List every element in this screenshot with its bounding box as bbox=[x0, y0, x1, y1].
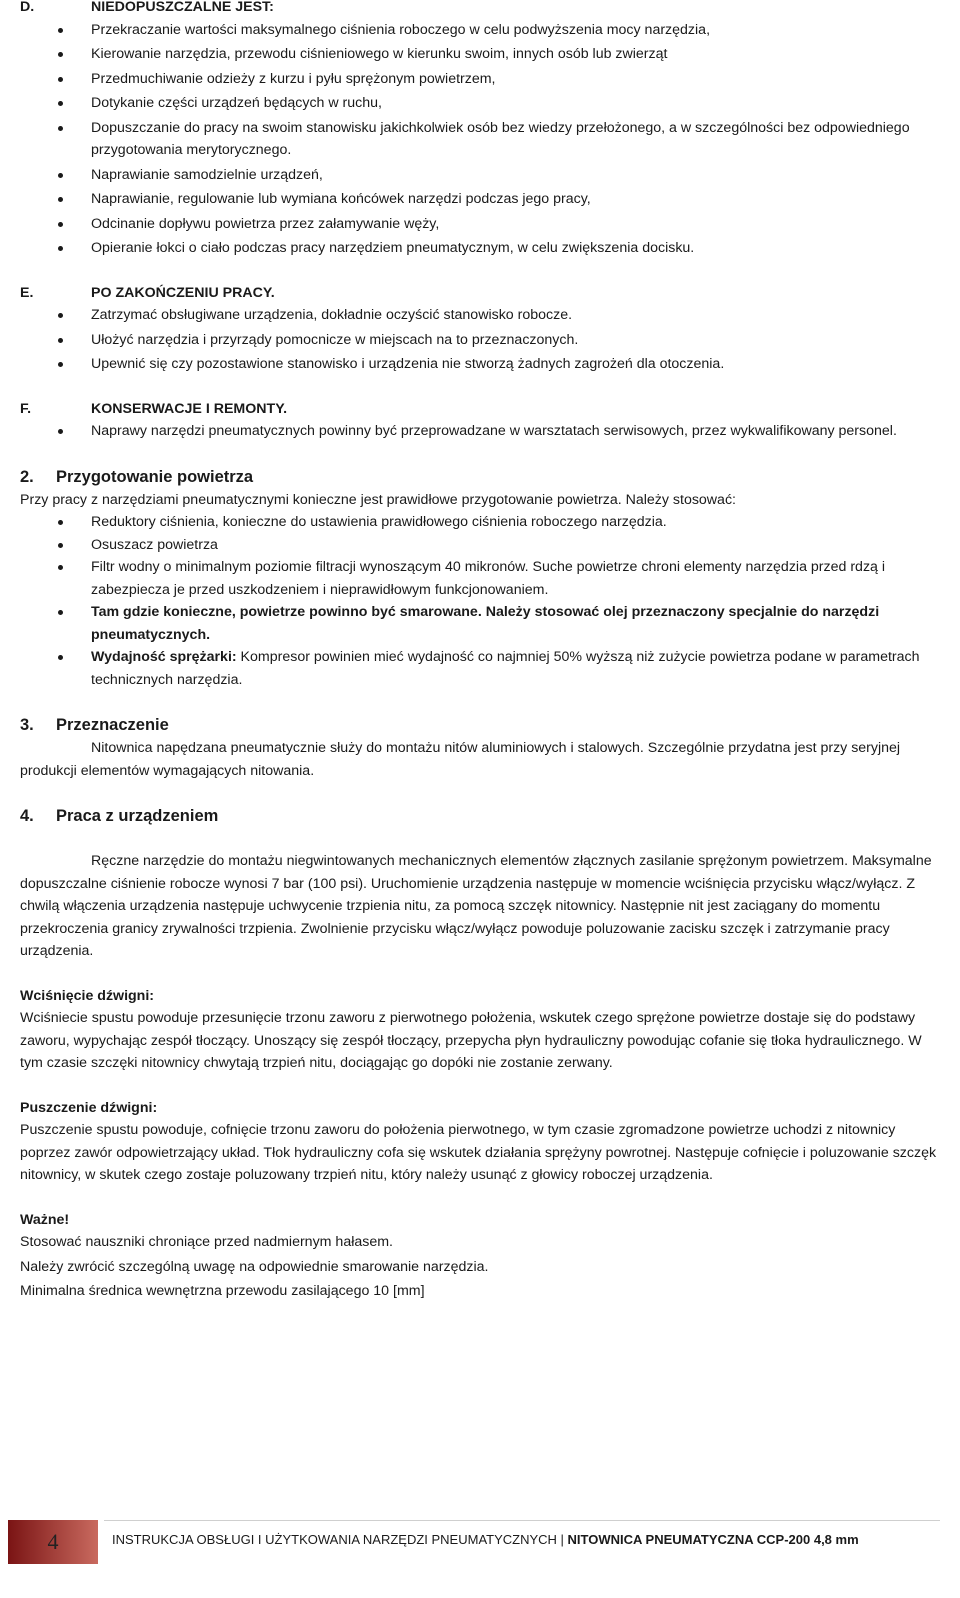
section-e-title: PO ZAKOŃCZENIU PRACY. bbox=[91, 284, 275, 301]
important-note-title: Ważne! bbox=[20, 1211, 70, 1228]
list-item: Dotykanie części urządzeń będących w ruchu, bbox=[20, 92, 940, 115]
bullet-icon bbox=[58, 52, 63, 57]
list-item: Przekraczanie wartości maksymalnego ciśnienia roboczego w celu podwyższenia mocy narzędzia, bbox=[20, 19, 940, 42]
bullet-icon bbox=[58, 173, 63, 178]
page-footer bbox=[8, 1520, 940, 1564]
section-3-number: 3. bbox=[20, 716, 34, 734]
section-3-heading bbox=[20, 713, 940, 737]
bullet-icon bbox=[58, 520, 63, 525]
section-f-heading bbox=[20, 398, 940, 421]
bullet-icon bbox=[58, 543, 63, 548]
list-item: Naprawianie samodzielnie urządzeń, bbox=[20, 164, 940, 187]
bullet-icon bbox=[58, 28, 63, 33]
list-item: Kierowanie narzędzia, przewodu ciśnieniowego w kierunku swoim, innych osób lub zwierząt bbox=[20, 43, 940, 66]
bullet-icon bbox=[58, 610, 63, 615]
list-item: Reduktory ciśnienia, konieczne do ustawienia prawidłowego ciśnienia roboczego narzędzia. bbox=[20, 511, 940, 534]
page-number: 4 bbox=[47, 1529, 59, 1554]
list-item: Dopuszczanie do pracy na swoim stanowisku jakichkolwiek osób bez wiedzy przełożonego, a w szczególności bez odpowiedniego przygotowania merytorycznego. bbox=[20, 117, 940, 162]
section-e-heading bbox=[20, 282, 940, 305]
section-2-heading bbox=[20, 465, 940, 489]
list-item: Ułożyć narzędzia i przyrządy pomocnicze w miejscach na to przeznaczonych. bbox=[20, 329, 940, 352]
bullet-icon bbox=[58, 101, 63, 106]
document-page bbox=[20, 0, 940, 1303]
section-2-number: 2. bbox=[20, 467, 34, 486]
section-d-letter: D. bbox=[20, 0, 35, 15]
list-item: Zatrzymać obsługiwane urządzenia, dokładnie oczyścić stanowisko robocze. bbox=[20, 304, 940, 327]
press-lever-text: Wciśniecie spustu powoduje przesunięcie trzonu zaworu z pierwotnego położenia, wskutek czego sprężone powietrze dostaje się do podstawy zaworu, wypychając zespół tłoczący. Unoszący się zespół tłoczący, przepycha płyn hydrauliczny powodując cofanie się tłoka hydraulicznego. W tym czasie szczęki nitownicy chwytają trzpień nitu, dociągając go dopóki nie zostanie zerwany. bbox=[20, 1010, 922, 1071]
bullet-icon bbox=[58, 565, 63, 570]
list-item: Osuszacz powietrza bbox=[20, 534, 940, 557]
list-item: Naprawy narzędzi pneumatycznych powinny być przeprowadzane w warsztatach serwisowych, przez wykwalifikowany personel. bbox=[20, 420, 940, 443]
list-item: Wydajność sprężarki: Kompresor powinien mieć wydajność co najmniej 50% wyższą niż zużycie powietrza podane w parametrach technicznych narzędzia. bbox=[20, 646, 940, 691]
section-d-list bbox=[20, 19, 940, 260]
section-d-title: NIEDOPUSZCZALNE JEST: bbox=[91, 0, 274, 15]
section-2-intro: Przy pracy z narzędziami pneumatycznymi konieczne jest prawidłowe przygotowanie powietrza. Należy stosować: bbox=[20, 491, 736, 508]
section-2-list bbox=[20, 511, 940, 691]
bullet-icon bbox=[58, 313, 63, 318]
section-4-number: 4. bbox=[20, 807, 34, 825]
bullet-icon bbox=[58, 77, 63, 82]
important-note-line: Należy zwrócić szczególną uwagę na odpowiednie smarowanie narzędzia. bbox=[20, 1258, 489, 1275]
list-item: Przedmuchiwanie odzieży z kurzu i pyłu sprężonym powietrzem, bbox=[20, 68, 940, 91]
bullet-icon bbox=[58, 222, 63, 227]
section-e-list bbox=[20, 304, 940, 376]
list-item: Filtr wodny o minimalnym poziomie filtracji wynoszącym 40 mikronów. Suche powietrze chroni elementy narzędzia przed rdzą i zabezpiecza je przed uszkodzeniem i nieprawidłowym funkcjonowaniem. bbox=[20, 556, 940, 601]
press-lever-title: Wciśnięcie dźwigni: bbox=[20, 987, 155, 1004]
footer-divider bbox=[104, 1520, 940, 1521]
important-note-line: Minimalna średnica wewnętrzna przewodu zasilającego 10 [mm] bbox=[20, 1283, 425, 1299]
bullet-icon bbox=[58, 338, 63, 343]
section-d-heading bbox=[20, 0, 940, 19]
bullet-icon bbox=[58, 362, 63, 367]
section-3-text: Nitownica napędzana pneumatycznie służy do montażu nitów aluminiowych i stalowych. Szczególnie przydatna jest przy seryjnej produkcji elementów wymagających nitowania. bbox=[20, 740, 901, 779]
important-note-line: Stosować nauszniki chroniące przed nadmiernym hałasem. bbox=[20, 1234, 393, 1250]
section-2-title: Przygotowanie powietrza bbox=[56, 467, 254, 486]
footer-title bbox=[112, 1532, 859, 1547]
section-4-title: Praca z urządzeniem bbox=[56, 807, 219, 825]
section-f-letter: F. bbox=[20, 400, 32, 417]
section-4-heading bbox=[20, 804, 940, 828]
section-4-text: Ręczne narzędzie do montażu niegwintowanych mechanicznych elementów złącznych zasilanie sprężonym powietrzem. Maksymalne dopuszczalne ciśnienie robocze wynosi 7 bar (100 psi). Uruchomienie urządzenia następuje w momencie wciśnięcia przycisku włącz/wyłącz. Z chwilą włączenia urządzenia następuje uchwycenie trzpienia nitu, za pomocą szczęk nitownicy. Następnie nit jest zaciągany do momentu przekroczenia granicy zrywalności trzpienia. Zwolnienie przycisku włącz/wyłącz powoduje poluzowanie zacisku szczęk i zatrzymanie pracy urządzenia. bbox=[20, 853, 932, 959]
bullet-icon bbox=[58, 126, 63, 131]
bullet-icon bbox=[58, 429, 63, 434]
list-item: Naprawianie, regulowanie lub wymiana końcówek narzędzi podczas jego pracy, bbox=[20, 188, 940, 211]
bullet-icon bbox=[58, 197, 63, 202]
section-3-title: Przeznaczenie bbox=[56, 716, 169, 734]
section-e-letter: E. bbox=[20, 284, 34, 301]
list-item: Upewnić się czy pozostawione stanowisko i urządzenia nie stworzą żadnych zagrożeń dla otoczenia. bbox=[20, 353, 940, 376]
footer-product-name: NITOWNICA PNEUMATYCZNA CCP-200 4,8 mm bbox=[567, 1532, 859, 1547]
list-item: Tam gdzie konieczne, powietrze powinno być smarowane. Należy stosować olej przeznaczony specjalnie do narzędzi pneumatycznych. bbox=[20, 601, 940, 646]
bullet-icon bbox=[58, 655, 63, 660]
list-item: Opieranie łokci o ciało podczas pracy narzędziem pneumatycznym, w celu zwiększenia docisku. bbox=[20, 237, 940, 260]
bullet-icon bbox=[58, 246, 63, 251]
release-lever-text: Puszczenie spustu powoduje, cofnięcie trzonu zaworu do położenia pierwotnego, w tym czasie zgromadzone powietrze uchodzi z nitownicy poprzez zawór odpowietrzający układ. Tłok hydrauliczny cofa się wskutek działania sprężyny powrotnej. Następuje cofnięcie i poluzowanie szczęk nitownicy, w skutek czego zostaje poluzowany trzpień nitu, który należy usunąć z głowicy roboczej urządzenia. bbox=[20, 1122, 937, 1183]
section-f-title: KONSERWACJE I REMONTY. bbox=[91, 400, 288, 417]
footer-manual-title: INSTRUKCJA OBSŁUGI I UŻYTKOWANIA NARZĘDZI PNEUMATYCZNYCH | bbox=[112, 1532, 568, 1547]
list-item: Odcinanie dopływu powietrza przez załamywanie węży, bbox=[20, 213, 940, 236]
release-lever-title: Puszczenie dźwigni: bbox=[20, 1099, 158, 1116]
section-f-list bbox=[20, 420, 940, 443]
